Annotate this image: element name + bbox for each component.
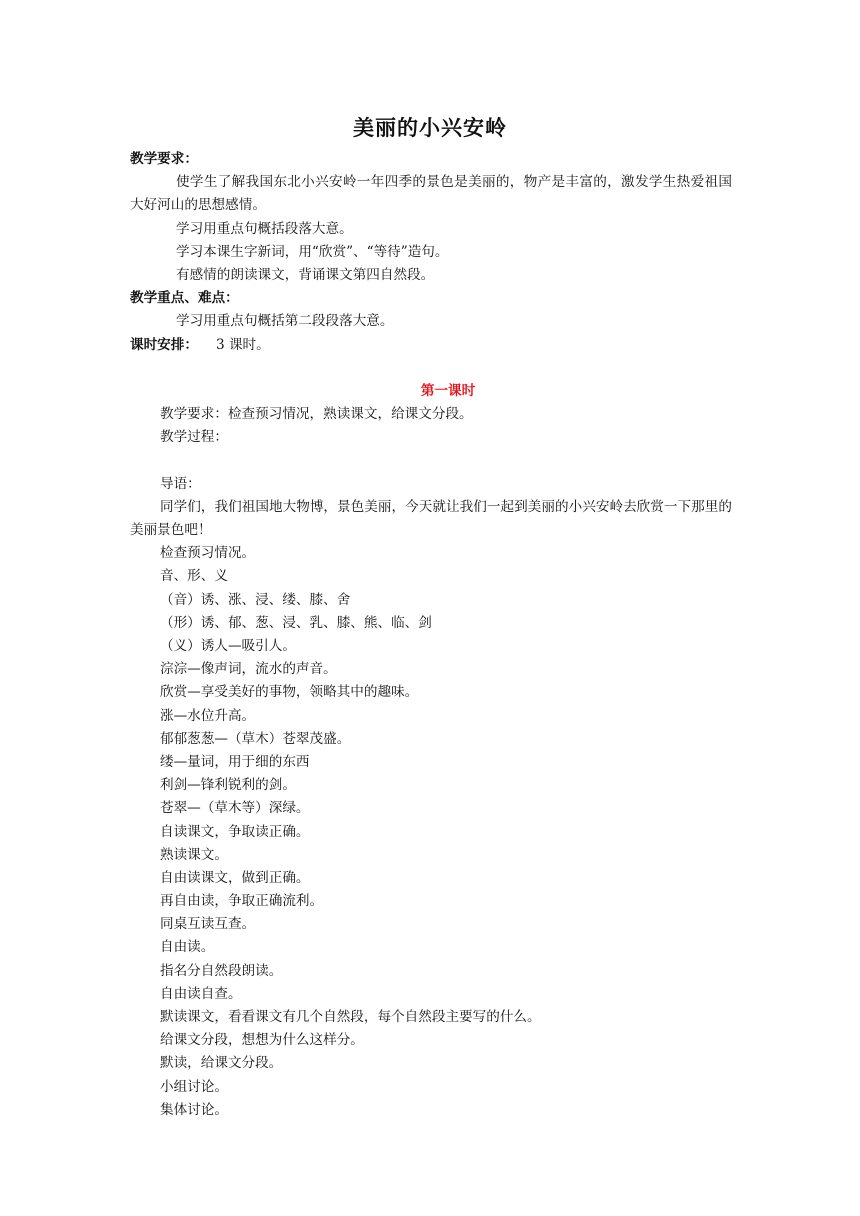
- lesson-line: 熟读课文。: [160, 846, 228, 863]
- lesson-line: 欣赏—享受美好的事物，领略其中的趣味。: [160, 684, 419, 701]
- lesson-line: 涨—水位升高。: [160, 707, 256, 724]
- lesson-line: （形）诱、郁、葱、浸、乳、膝、熊、临、剑: [160, 614, 432, 631]
- lesson-line: 默读课文，看看课文有几个自然段，每个自然段主要写的什么。: [160, 1009, 541, 1025]
- lesson-line: 缕—量词，用于细的东西: [160, 753, 310, 770]
- document-body: [130, 148, 732, 1122]
- lesson-line: 给课文分段，想想为什么这样分。: [160, 1032, 364, 1049]
- lesson-line: 小组讨论。: [160, 1078, 228, 1095]
- lesson-line: 音、形、义: [160, 568, 228, 585]
- schedule-heading: 课时安排：: [130, 336, 198, 353]
- lesson-line: 自读课文，争取读正确。: [160, 823, 310, 840]
- requirements-heading: 教学要求：: [130, 151, 198, 167]
- lesson-line: （义）诱人—吸引人。: [160, 638, 296, 654]
- lesson-line: （音）诱、涨、浸、缕、膝、舍: [160, 591, 351, 608]
- lesson-goal: 教学要求：检查预习情况，熟读课文，给课文分段。: [160, 406, 473, 423]
- spacer: [130, 449, 732, 472]
- requirement-item: 学习本课生字新词，用“欣赏”、“等待”造句。: [176, 243, 449, 260]
- lesson-line: 集体讨论。: [160, 1101, 228, 1118]
- lesson-line: 再自由读，争取正确流利。: [160, 893, 324, 910]
- key-points-heading: 教学重点、难点：: [130, 290, 239, 307]
- process-label: 教学过程：: [160, 429, 228, 446]
- lesson-line: 默读，给课文分段。: [160, 1055, 283, 1072]
- intro-label: 导语：: [160, 475, 201, 492]
- intro-text: 同学们，我们祖国地大物博，景色美丽，今天就让我们一起到美丽的小兴安岭去欣赏一下那里的美丽景色吧！: [130, 498, 732, 539]
- lesson-line: 自由读。: [160, 939, 215, 956]
- spacer: [130, 357, 732, 380]
- lesson-line: 自由读自查。: [160, 985, 242, 1002]
- lesson-line: 指名分自然段朗读。: [160, 962, 283, 979]
- lesson-line: 同桌互读互查。: [160, 916, 256, 933]
- document-title: 美丽的小兴安岭: [353, 116, 507, 140]
- lesson-heading: 第一课时: [420, 382, 476, 399]
- requirement-item: 有感情的朗读课文，背诵课文第四自然段。: [176, 266, 435, 283]
- lesson-line: 利剑—锋利锐利的剑。: [160, 777, 296, 794]
- requirement-item: 使学生了解我国东北小兴安岭一年四季的景色是美丽的，物产是丰富的，激发学生热爱祖国大好河山的思想感情。: [130, 174, 732, 214]
- lesson-line: 检查预习情况。: [160, 545, 256, 562]
- lesson-line: 淙淙—像声词，流水的声音。: [160, 661, 337, 678]
- requirement-item: 学习用重点句概括段落大意。: [176, 220, 353, 237]
- lesson-line: 郁郁葱葱—（草木）苍翠茂盛。: [160, 730, 351, 747]
- lesson-line: 苍翠—（草木等）深绿。: [160, 800, 310, 817]
- key-points-text: 学习用重点句概括第二段段落大意。: [176, 313, 394, 330]
- lesson-line: 自由读课文，做到正确。: [160, 869, 310, 886]
- schedule-row: [130, 334, 732, 357]
- lesson-lines: [130, 542, 732, 1122]
- schedule-value: 3 课时。: [215, 336, 270, 353]
